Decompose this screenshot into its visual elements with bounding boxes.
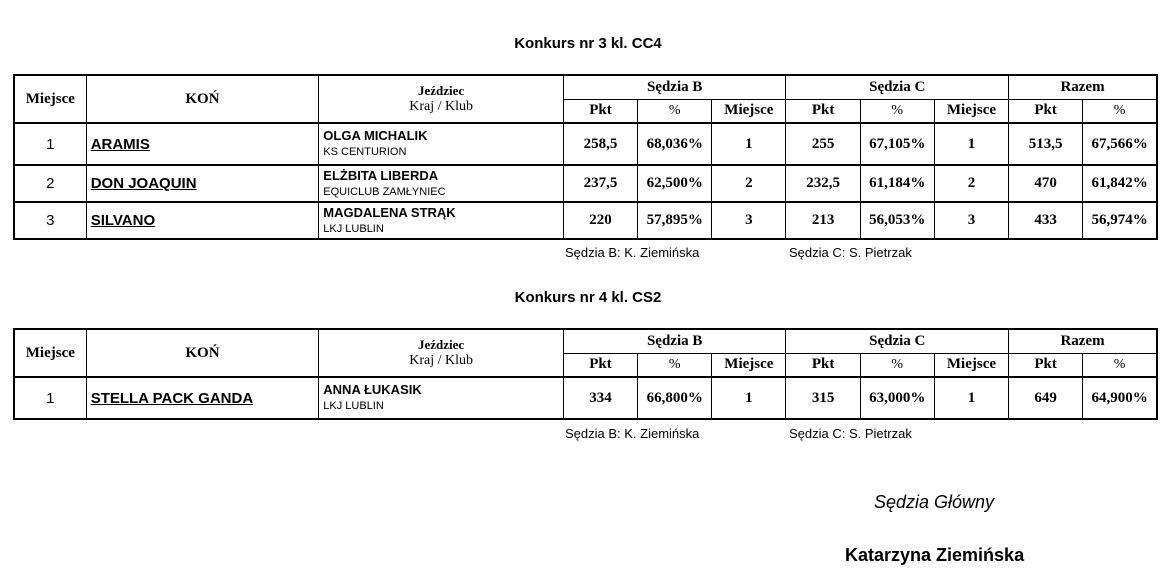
c-pct: 61,184% xyxy=(860,165,934,202)
total-pct: 64,900% xyxy=(1083,377,1157,419)
rider-cell xyxy=(319,377,564,419)
header-kraj-klub: Kraj / Klub xyxy=(409,353,473,368)
rider-name: MAGDALENA STRĄK xyxy=(323,204,456,220)
total-pkt: 470 xyxy=(1009,165,1083,202)
header-jezdziec xyxy=(319,329,564,377)
b-place: 1 xyxy=(712,377,786,419)
header-b-pct: % xyxy=(638,353,712,377)
header-b-pkt: Pkt xyxy=(563,353,637,377)
rider-cell xyxy=(319,202,564,239)
rider-name: ANNA ŁUKASIK xyxy=(323,382,422,397)
horse-name: STELLA PACK GANDA xyxy=(86,377,319,419)
c-pct: 63,000% xyxy=(860,377,934,419)
header-jezdziec-label: Jeździec xyxy=(417,337,465,352)
header-b-miejsce: Miejsce xyxy=(712,99,786,123)
rider-club: LKJ LUBLIN xyxy=(323,400,384,412)
b-pkt: 334 xyxy=(563,377,637,419)
rider-cell xyxy=(319,123,564,165)
judge-b-note: Sędzia B: K. Ziemińska xyxy=(565,426,700,441)
header-sedzia-b: Sędzia B xyxy=(563,329,786,353)
horse-name: SILVANO xyxy=(86,202,319,239)
b-pkt: 237,5 xyxy=(563,165,637,202)
c-place: 1 xyxy=(934,123,1008,165)
total-pct: 61,842% xyxy=(1083,165,1157,202)
b-pkt: 258,5 xyxy=(563,123,637,165)
c-pkt: 232,5 xyxy=(786,165,860,202)
header-total-pkt: Pkt xyxy=(1009,353,1083,377)
total-pct: 67,566% xyxy=(1083,123,1157,165)
rider-name: ELŻBITA LIBERDA xyxy=(323,167,439,183)
c-pkt: 315 xyxy=(786,377,860,419)
header-miejsce: Miejsce xyxy=(14,75,86,123)
header-c-pkt: Pkt xyxy=(786,353,860,377)
header-b-pkt: Pkt xyxy=(563,99,637,123)
header-total-pct: % xyxy=(1083,353,1157,377)
row-place: 1 xyxy=(14,123,86,165)
header-b-pct: % xyxy=(638,99,712,123)
rider-club: EQUICLUB ZAMŁYNIEC xyxy=(323,185,446,198)
b-pct: 68,036% xyxy=(638,123,712,165)
header-c-pkt: Pkt xyxy=(786,99,860,123)
b-pkt: 220 xyxy=(563,202,637,239)
results-table xyxy=(13,328,1158,420)
b-pct: 57,895% xyxy=(638,202,712,239)
header-sedzia-b: Sędzia B xyxy=(563,75,786,99)
header-sedzia-c: Sędzia C xyxy=(786,329,1009,353)
b-place: 1 xyxy=(712,123,786,165)
header-jezdziec-label: Jeździec xyxy=(417,83,465,98)
header-jezdziec xyxy=(319,75,564,123)
horse-name: ARAMIS xyxy=(86,123,319,165)
judge-c-note: Sędzia C: S. Pietrzak xyxy=(789,426,912,441)
header-kon: KOŃ xyxy=(86,75,319,123)
c-pkt: 255 xyxy=(786,123,860,165)
header-c-miejsce: Miejsce xyxy=(934,99,1008,123)
b-place: 3 xyxy=(712,202,786,239)
c-pct: 56,053% xyxy=(860,202,934,239)
table-row xyxy=(14,202,1157,239)
chief-judge-role: Sędzia Główny xyxy=(874,492,995,512)
rider-club: KS CENTURION xyxy=(323,146,407,158)
results-table xyxy=(13,74,1158,240)
total-pkt: 433 xyxy=(1009,202,1083,239)
judge-c-note: Sędzia C: S. Pietrzak xyxy=(789,245,912,260)
header-total-pct: % xyxy=(1083,99,1157,123)
rider-cell xyxy=(319,165,564,202)
header-b-miejsce: Miejsce xyxy=(712,353,786,377)
competition-title: Konkurs nr 3 kl. CC4 xyxy=(514,35,662,52)
c-place: 2 xyxy=(934,165,1008,202)
c-pkt: 213 xyxy=(786,202,860,239)
total-pkt: 649 xyxy=(1009,377,1083,419)
header-miejsce: Miejsce xyxy=(14,329,86,377)
rider-name: OLGA MICHALIK xyxy=(323,128,428,143)
header-razem: Razem xyxy=(1009,75,1157,99)
header-kon: KOŃ xyxy=(86,329,319,377)
c-place: 3 xyxy=(934,202,1008,239)
header-sedzia-c: Sędzia C xyxy=(786,75,1009,99)
table-row xyxy=(14,123,1157,165)
c-place: 1 xyxy=(934,377,1008,419)
chief-judge-name: Katarzyna Ziemińska xyxy=(845,545,1025,565)
row-place: 1 xyxy=(14,377,86,419)
horse-name: DON JOAQUIN xyxy=(86,165,319,202)
header-c-pct: % xyxy=(860,99,934,123)
table-row xyxy=(14,377,1157,419)
total-pct: 56,974% xyxy=(1083,202,1157,239)
header-c-pct: % xyxy=(860,353,934,377)
rider-club: LKJ LUBLIN xyxy=(323,222,384,235)
total-pkt: 513,5 xyxy=(1009,123,1083,165)
competition-title: Konkurs nr 4 kl. CS2 xyxy=(514,289,662,306)
b-pct: 62,500% xyxy=(638,165,712,202)
header-c-miejsce: Miejsce xyxy=(934,353,1008,377)
header-total-pkt: Pkt xyxy=(1009,99,1083,123)
judge-b-note: Sędzia B: K. Ziemińska xyxy=(565,245,700,260)
c-pct: 67,105% xyxy=(860,123,934,165)
b-place: 2 xyxy=(712,165,786,202)
header-kraj-klub: Kraj / Klub xyxy=(409,99,473,114)
row-place: 3 xyxy=(14,202,86,239)
table-row xyxy=(14,165,1157,202)
b-pct: 66,800% xyxy=(638,377,712,419)
row-place: 2 xyxy=(14,165,86,202)
header-razem: Razem xyxy=(1009,329,1157,353)
